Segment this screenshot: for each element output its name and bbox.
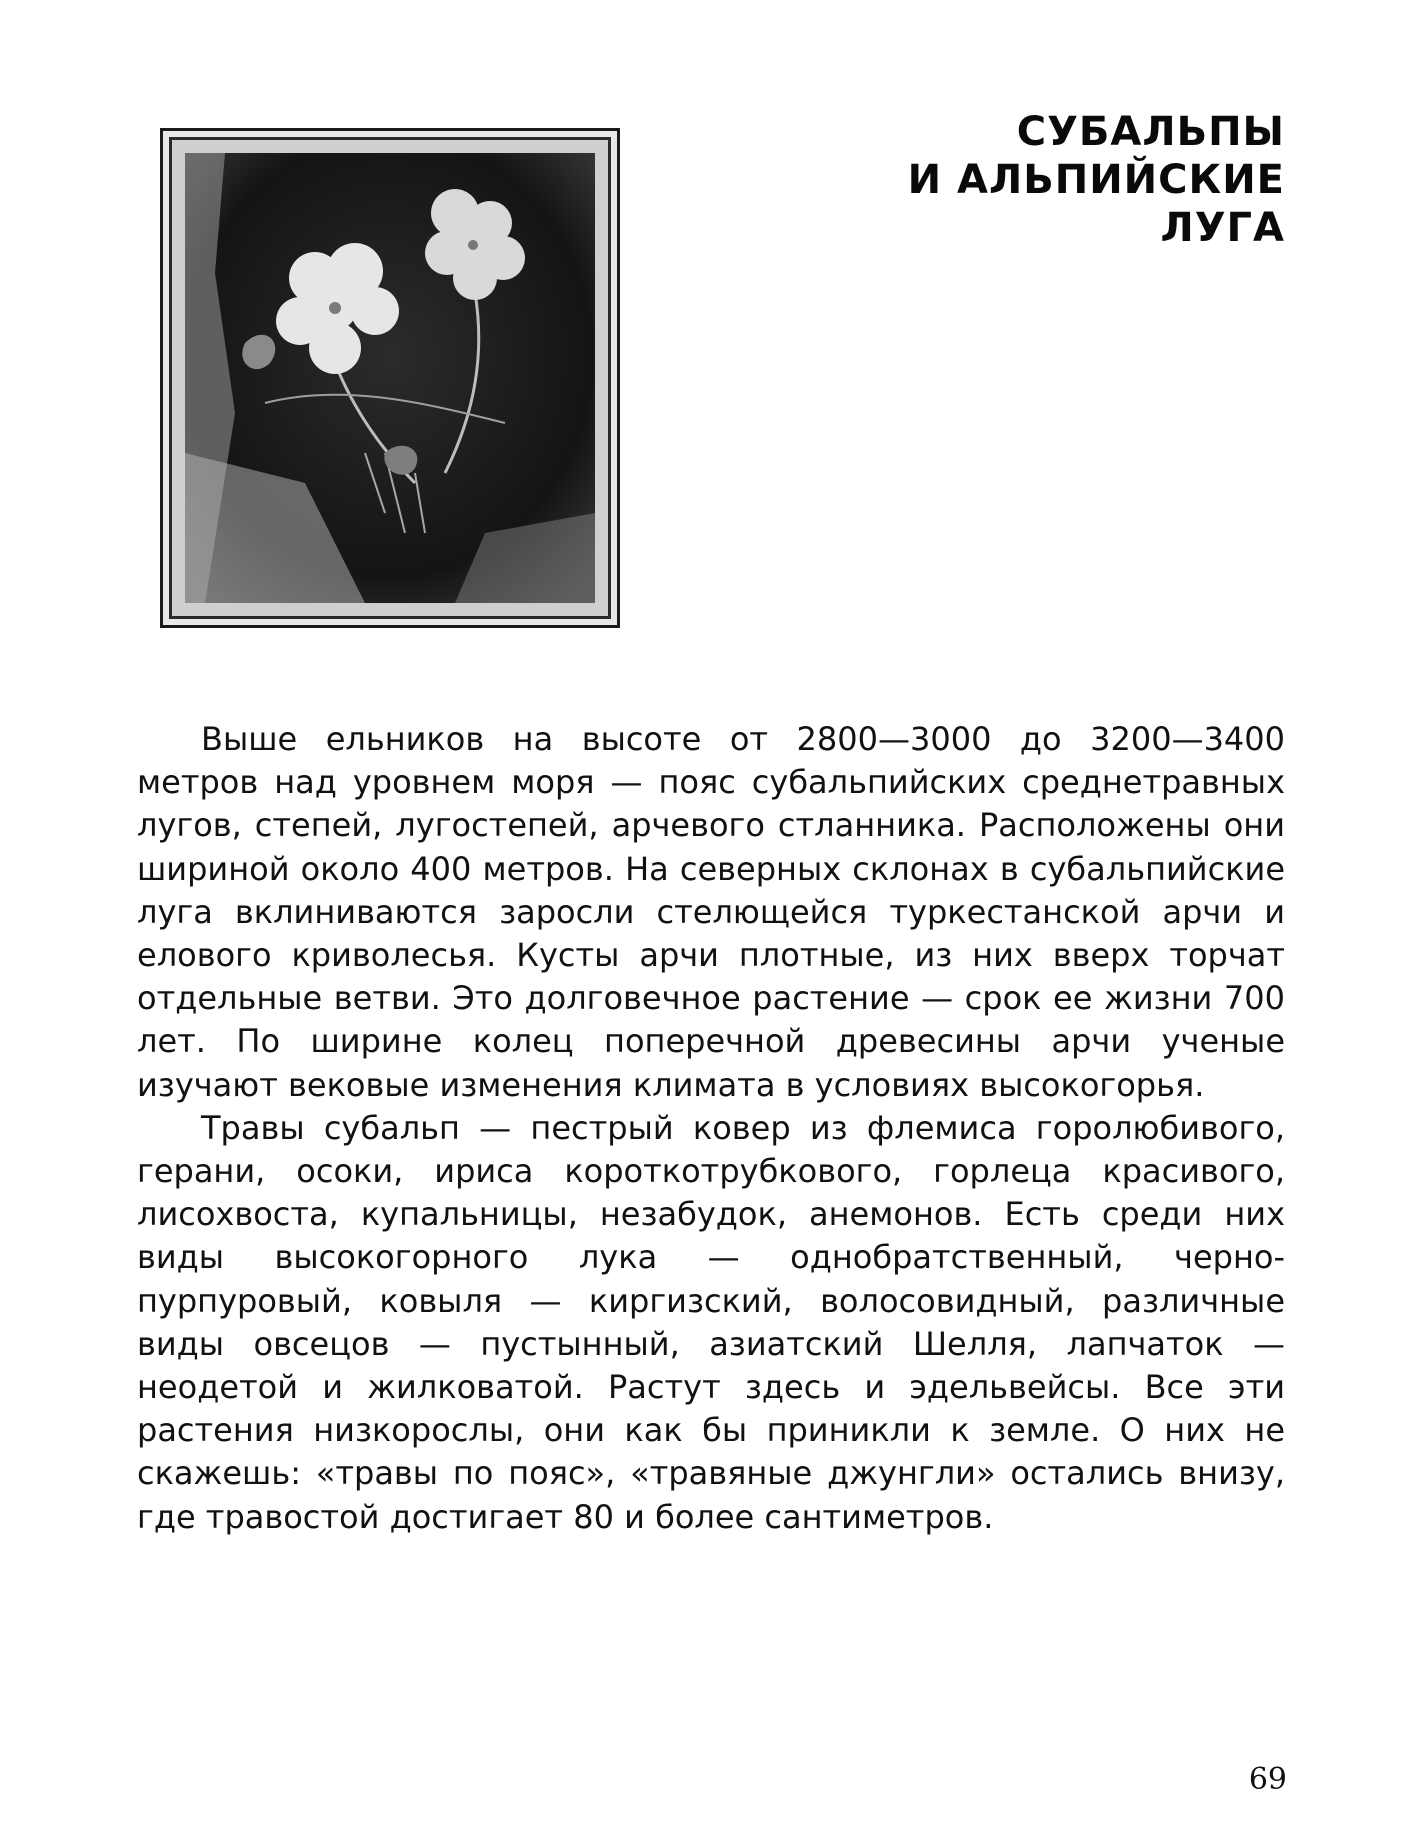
paragraph-2: Травы субальп — пестрый ковер из флемиса горолюбивого, герани, осоки, ириса короткотрубкового, горлеца красивого, лисохвоста, купальницы, незабудок, анемонов. Есть среди них виды высокогорного лука — однобратственный, черно-пурпуровый, ковыля — киргизский, волосовидный, различные виды овсецов — пустынный, азиатский Шелля, лапчаток — неодетой и жилковатой. Растут здесь и эдельвейсы. Все эти растения низкорослы, они как бы приникли к земле. О них не скажешь: «травы по пояс», «травяные джунгли» остались внизу, где травостой достигает 80 и более сантиметров.: [137, 1108, 1285, 1536]
paragraph-1: Выше ельников на высоте от 2800—3000 до 3200—3400 метров над уровнем моря — пояс субальпийских среднетравных лугов, степей, лугостепей, арчевого стланника. Расположены они шириной около 400 метров. На северных склонах в субальпийские луга вклиниваются заросли стелющейся туркестанской арчи и елового криволесья. Кусты арчи плотные, из них вверх торчат отдельные ветви. Это долговечное растение — срок ее жизни 700 лет. По ширине колец поперечной древесины арчи ученые изучают вековые изменения климата в условиях высокогорья.: [137, 720, 1285, 1104]
page-number: 69: [1248, 1762, 1287, 1797]
flower-photo-illustration: [185, 153, 595, 603]
body-text: [137, 718, 1285, 1539]
flower-photo: [160, 128, 620, 628]
heading-line-3: ЛУГА: [1160, 205, 1285, 251]
heading-line-1: СУБАЛЬПЫ: [1016, 109, 1285, 155]
heading-line-2: И АЛЬПИЙСКИЕ: [907, 157, 1285, 203]
chapter-heading: [908, 108, 1285, 252]
